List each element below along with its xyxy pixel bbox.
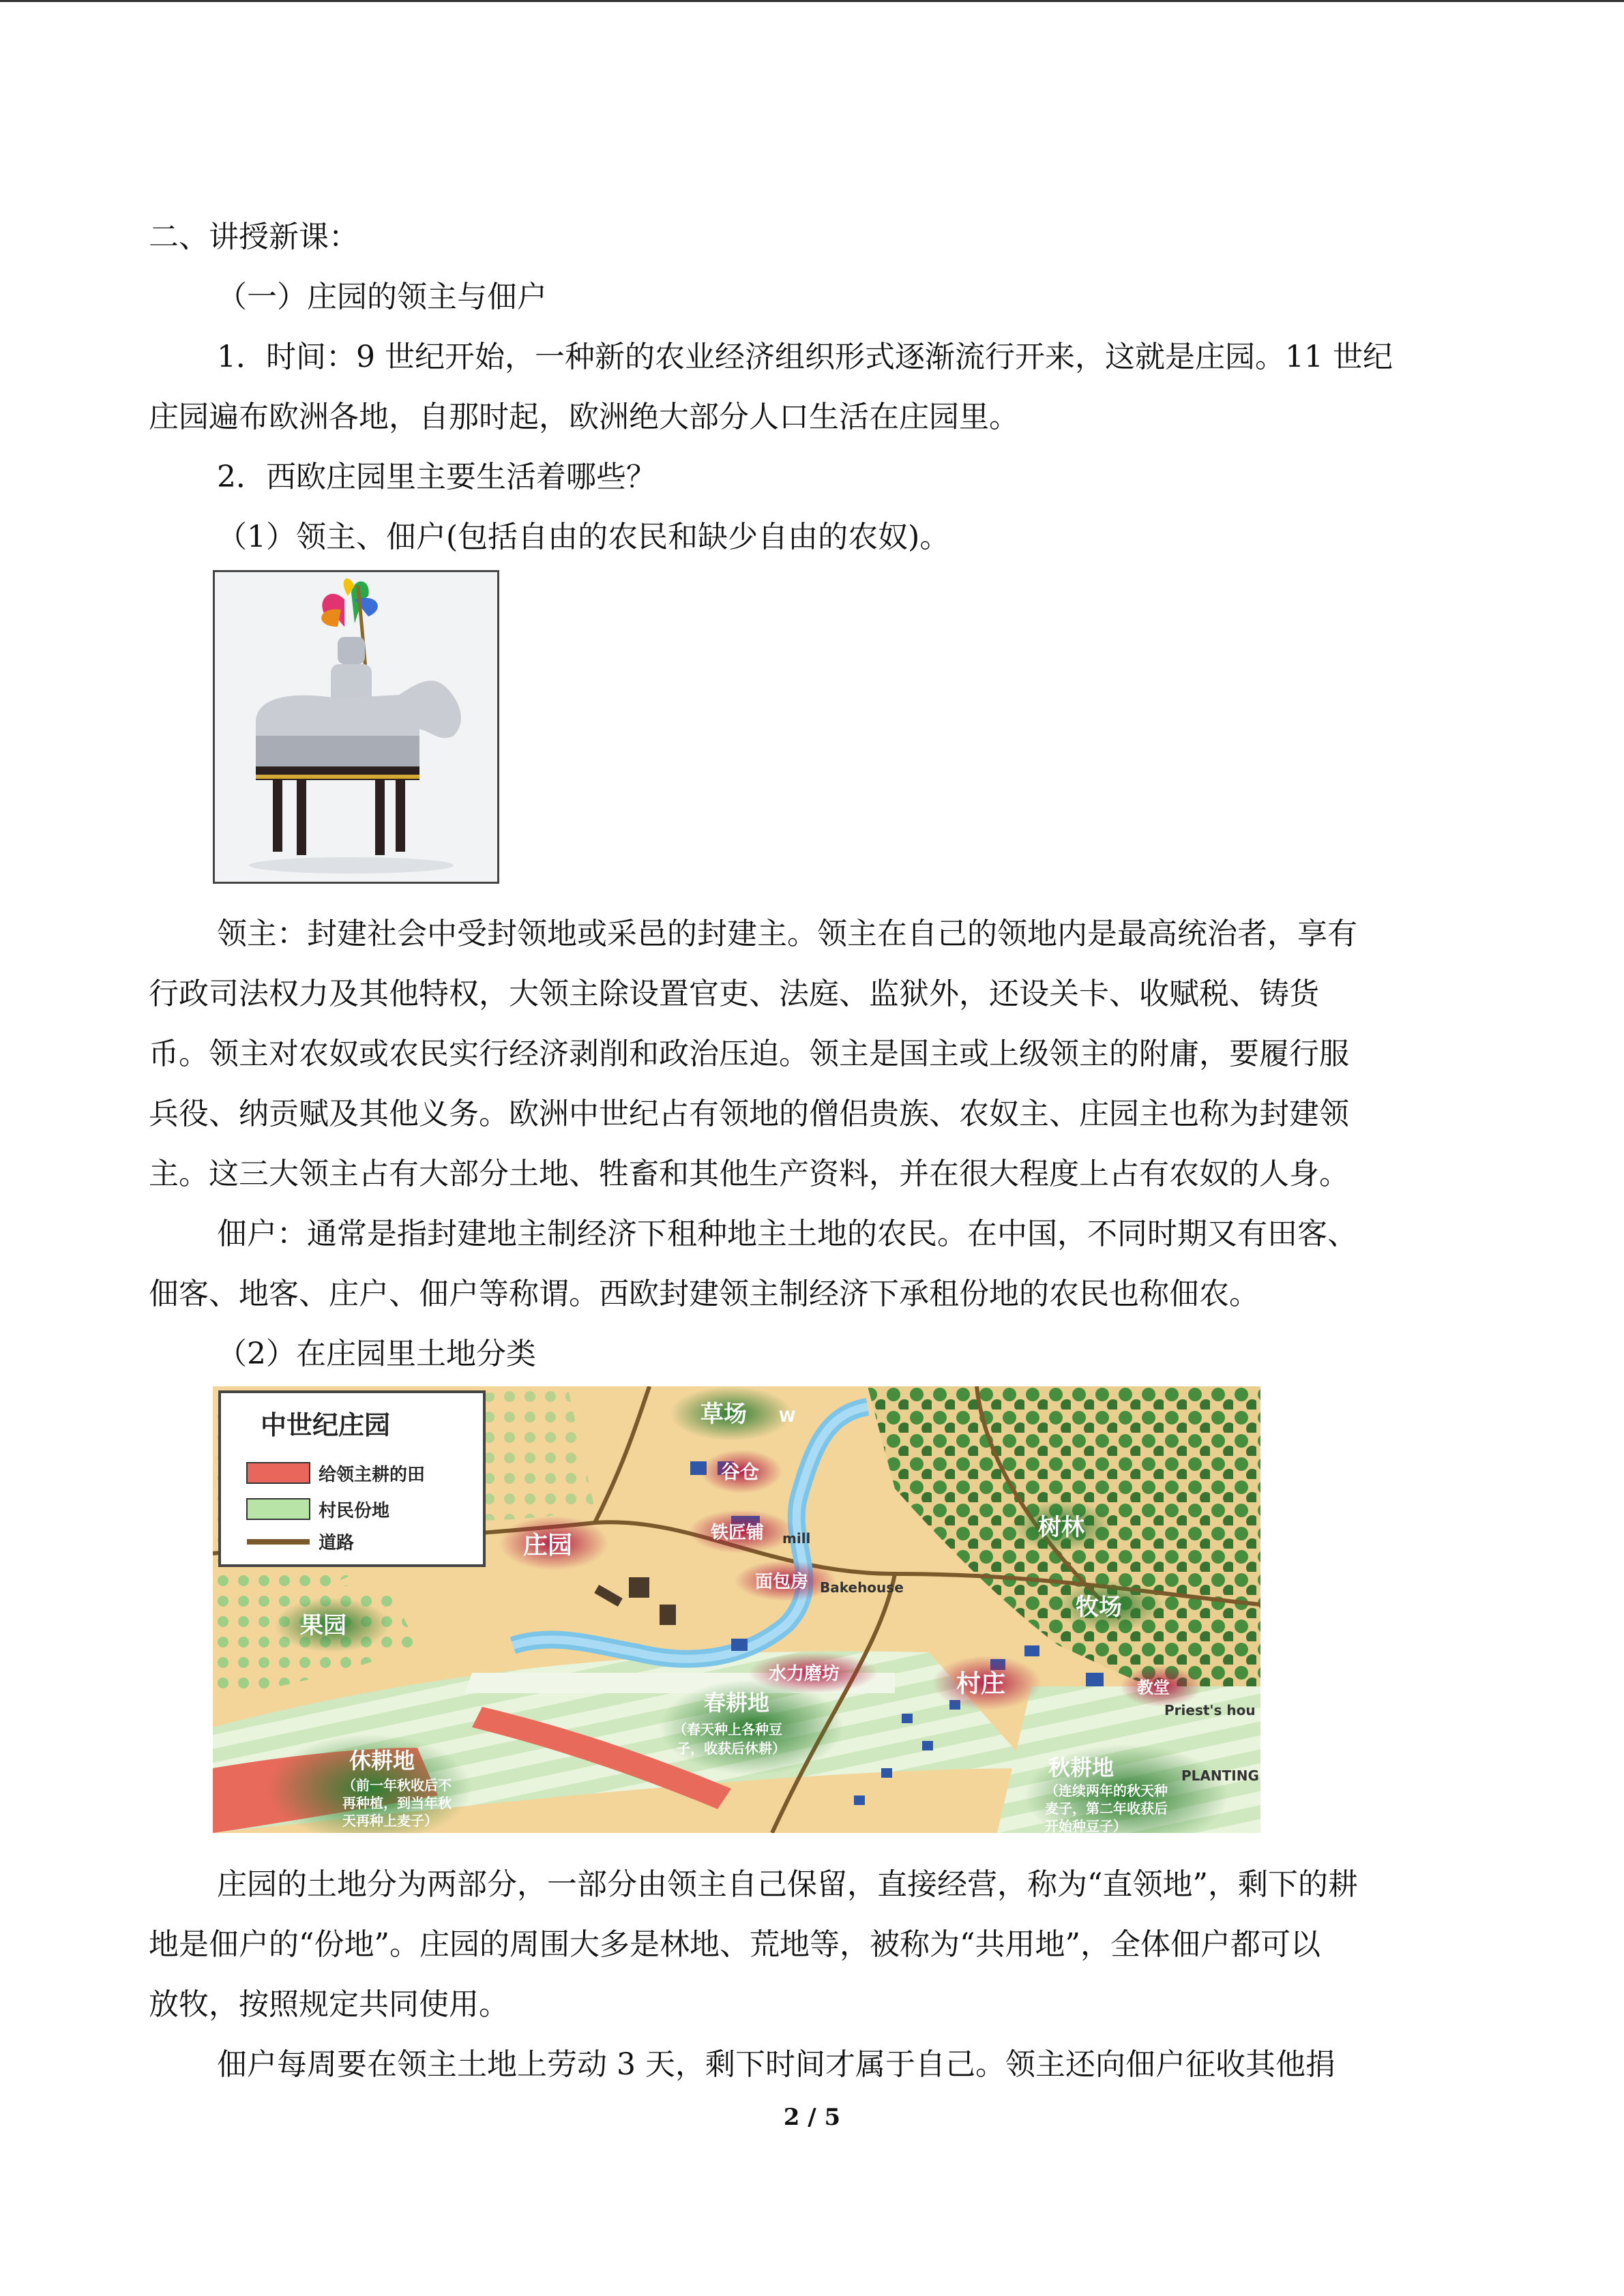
paragraph-line: （2）在庄园里土地分类	[217, 1337, 536, 1371]
legend-item-villager-strips: 村民份地	[319, 1501, 390, 1521]
legend-item-lord-fields: 给领主耕的田	[319, 1465, 426, 1485]
label-mill-en: mill	[782, 1530, 811, 1547]
label-autumn-note: 开始种豆子）	[1045, 1818, 1127, 1833]
legend-title: 中世纪庄园	[261, 1410, 391, 1440]
paragraph-line: 庄园的土地分为两部分，一部分由领主自己保留，直接经营，称为“直领地”，剩下的耕	[217, 1867, 1358, 1902]
label-autumn-note: 麦子，第二年收获后	[1045, 1800, 1168, 1817]
label-smithy: 铁匠铺	[711, 1523, 765, 1543]
label-manor: 庄园	[523, 1532, 573, 1560]
paragraph-line: 1．时间：9 世纪开始，一种新的农业经济组织形式逐渐流行开来，这就是庄园。11 世纪	[217, 340, 1393, 374]
label-bakery: 面包房	[755, 1572, 809, 1592]
paragraph-line: 主。这三大领主占有大部分土地、牲畜和其他生产资料，并在很大程度上占有农奴的人身。	[149, 1157, 1349, 1191]
page-number: 2 / 5	[783, 2104, 841, 2131]
subsection-heading: （一）庄园的领主与佃户	[217, 280, 547, 314]
page-top-border	[0, 0, 1624, 2]
label-meadow: 草场	[700, 1401, 747, 1428]
label-fallow-field: 休耕地	[349, 1748, 415, 1774]
label-spring-field: 春耕地	[704, 1690, 770, 1716]
label-village: 村庄	[956, 1670, 1006, 1698]
paragraph-line: 地是佃户的“份地”。庄园的周围大多是林地、荒地等，被称为“共用地”，全体佃户都可以	[149, 1927, 1320, 1962]
label-autumn-note: （连续两年的秋天种	[1045, 1783, 1168, 1799]
label-planting-en: PLANTING	[1181, 1768, 1259, 1784]
legend-item-road: 道路	[319, 1533, 355, 1553]
paragraph-line: 佃客、地客、庄户、佃户等称谓。西欧封建领主制经济下承租份地的农民也称佃农。	[149, 1277, 1259, 1311]
label-orchard: 果园	[300, 1612, 346, 1639]
paragraph-line: 佃户：通常是指封建地主制经济下租种地主土地的农民。在中国，不同时期又有田客、	[217, 1217, 1357, 1251]
label-water-mill: 水力磨坊	[769, 1664, 840, 1684]
paragraph-line: 庄园遍布欧洲各地，自那时起，欧洲绝大部分人口生活在庄园里。	[149, 400, 1019, 434]
label-priest-en: Priest's hou	[1164, 1702, 1256, 1718]
label-fallow-note: （前一年秋收后不	[342, 1777, 452, 1793]
label-bakehouse-en: Bakehouse	[820, 1579, 904, 1596]
paragraph-line: 币。领主对农奴或农民实行经济剥削和政治压迫。领主是国主或上级领主的附庸，要履行服	[149, 1037, 1349, 1071]
knight-illustration	[213, 570, 499, 884]
label-pasture: 牧场	[1076, 1594, 1122, 1621]
paragraph-line: （1）领主、佃户(包括自由的农民和缺少自由的农奴)。	[217, 520, 950, 554]
paragraph-line: 兵役、纳贡赋及其他义务。欧洲中世纪占有领地的僧侣贵族、农奴主、庄园主也称为封建领	[149, 1097, 1349, 1131]
label-spring-note: 子，收获后休耕）	[677, 1740, 786, 1757]
label-fallow-note: 天再种上麦子）	[342, 1813, 438, 1829]
label-fallow-note: 再种植，到当年秋	[342, 1795, 452, 1811]
label-church: 教堂	[1137, 1678, 1170, 1697]
paragraph-line: 放牧，按照规定共同使用。	[149, 1987, 509, 2022]
paragraph-line: 佃户每周要在领主土地上劳动 3 天，剩下时间才属于自己。领主还向佃户征收其他捐	[217, 2047, 1335, 2082]
label-granary: 谷仓	[721, 1461, 760, 1483]
label-meadow-en: W	[779, 1409, 796, 1426]
section-heading: 二、讲授新课：	[149, 220, 359, 254]
medieval-manor-map	[213, 1386, 1260, 1833]
label-spring-note: （春天种上各种豆	[673, 1721, 782, 1738]
label-forest: 树林	[1038, 1514, 1084, 1541]
label-autumn-field: 秋耕地	[1048, 1755, 1114, 1780]
paragraph-line: 2．西欧庄园里主要生活着哪些？	[217, 460, 656, 494]
paragraph-line: 行政司法权力及其他特权，大领主除设置官吏、法庭、监狱外，还设关卡、收赋税、铸货	[149, 976, 1319, 1011]
paragraph-line: 领主：封建社会中受封领地或采邑的封建主。领主在自己的领地内是最高统治者，享有	[217, 916, 1357, 951]
